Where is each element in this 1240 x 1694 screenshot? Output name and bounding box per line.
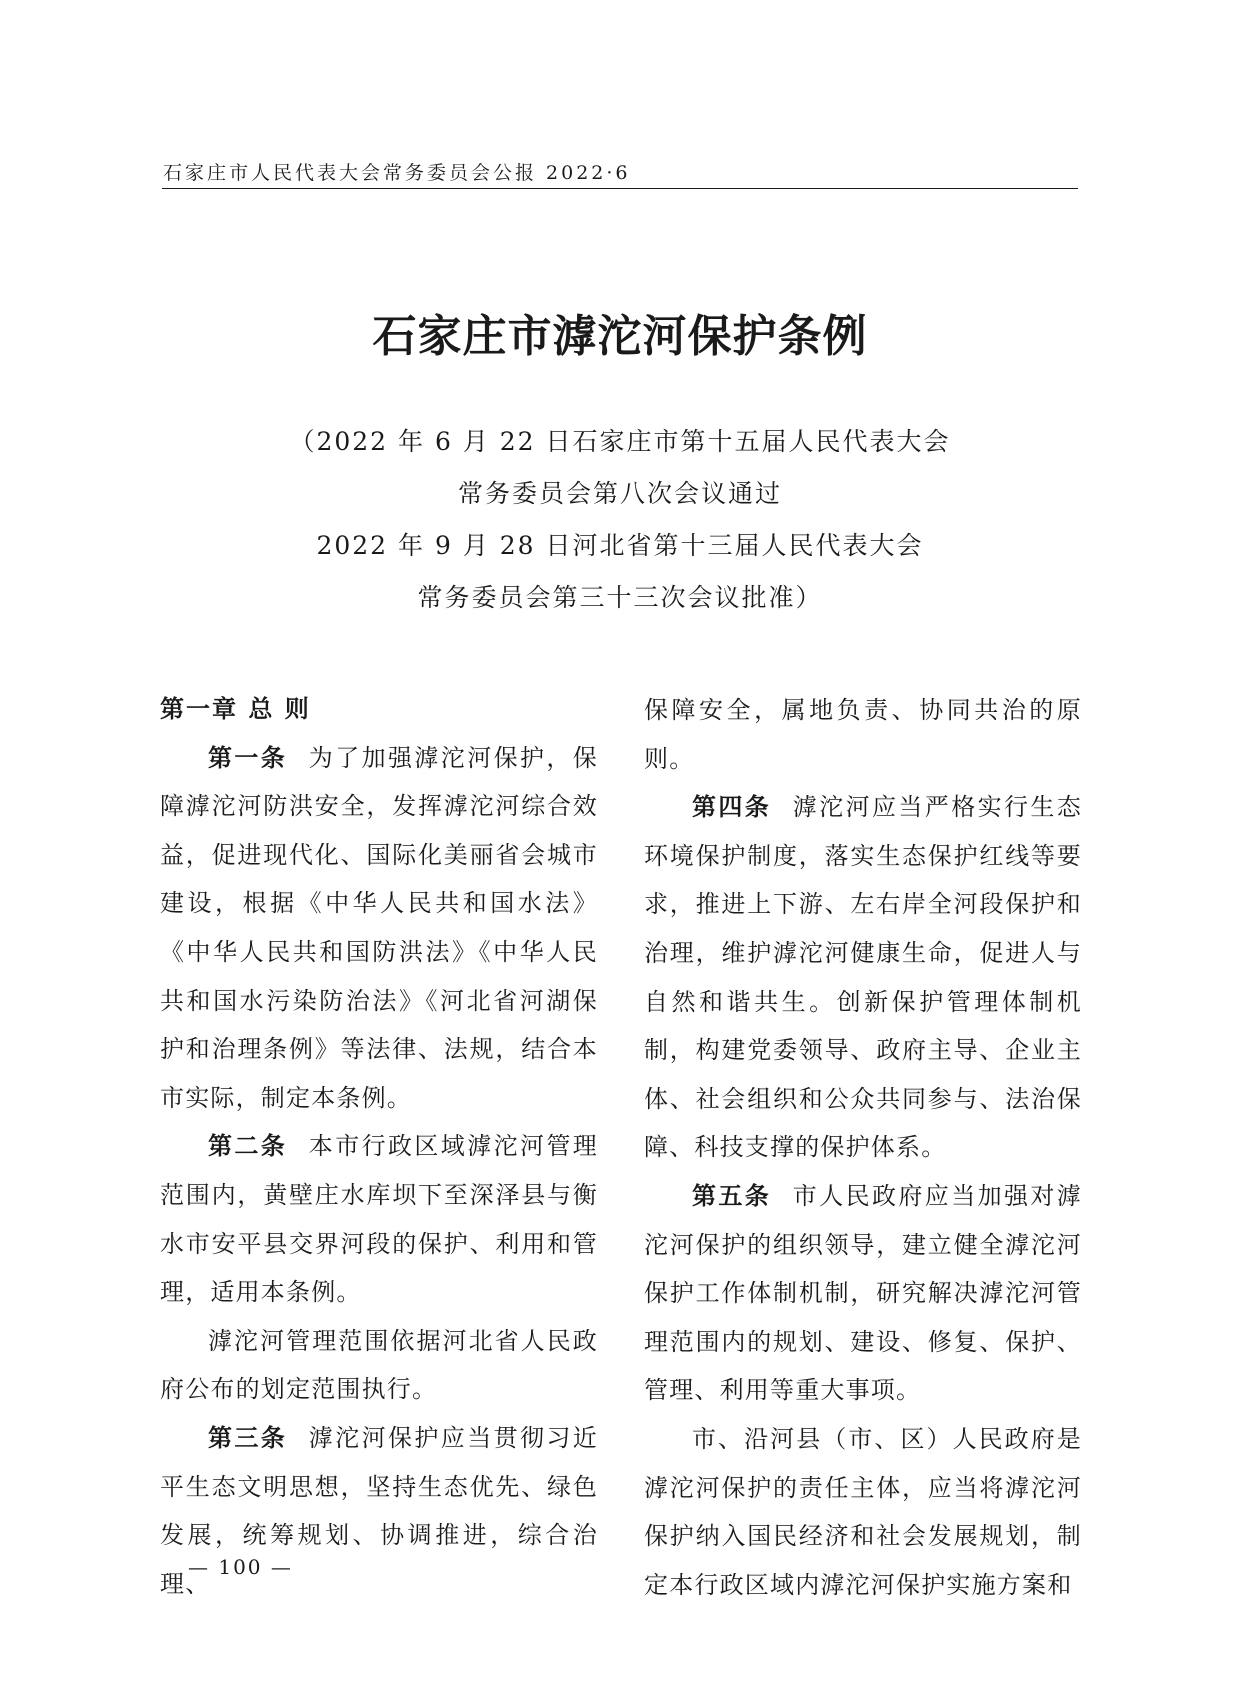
document-title: 石家庄市滹沱河保护条例 [372, 311, 868, 362]
right-column [644, 686, 1082, 1609]
article-text: 滹沱河应当严格实行生态环境保护制度，落实生态保护红线等要求，推进上下游、左右岸全河段保护和治理，维护滹沱河健康生命，促进人与自然和谐共生。创新保护管理体制机制，构建党委领导、政府主导、企业主体、社会组织和公众共同参与、法治保障、科技支撑的保护体系。 [644, 793, 1082, 1162]
article-1 [160, 734, 598, 1123]
article-4 [644, 783, 1082, 1172]
article-label: 第四条 [692, 792, 772, 822]
article-5 [644, 1172, 1082, 1415]
article-2-paragraph: 滹沱河管理范围依据河北省人民政府公布的划定范围执行。 [160, 1326, 598, 1404]
article-3 [160, 1414, 598, 1608]
article-text: 本市行政区域滹沱河管理范围内，黄壁庄水库坝下至深泽县与衡水市安平县交界河段的保护、利用和管理，适用本条例。 [160, 1132, 598, 1307]
left-column [160, 685, 598, 1608]
article-text: 为了加强滹沱河保护，保障滹沱河防洪安全，发挥滹沱河综合效益，促进现代化、国际化美丽省会城市建设，根据《中华人民共和国水法》《中华人民共和国防洪法》《中华人民共和国水污染防治法》《河北省河湖保护和治理条例》等法律、法规，结合本市实际，制定本条例。 [160, 743, 598, 1112]
article-label: 第二条 [208, 1131, 288, 1161]
adoption-line: 常务委员会第三十三次会议批准） [417, 583, 823, 612]
header-divider [162, 188, 1078, 189]
adoption-line: 2022 年 9 月 28 日河北省第十三届人民代表大会 [316, 531, 924, 560]
adoption-line: （2022 年 6 月 22 日石家庄市第十五届人民代表大会 [289, 427, 951, 456]
adoption-note [0, 416, 1240, 624]
article-2 [160, 1122, 598, 1316]
article-label: 第一条 [208, 742, 288, 772]
journal-header: 石家庄市人民代表大会常务委员会公报 2022·6 [163, 162, 631, 184]
chapter-heading: 第一章 总 则 [160, 694, 311, 723]
article-text: 滹沱河保护应当贯彻习近平生态文明思想，坚持生态优先、绿色发展，统筹规划、协调推进，综合治理、 [160, 1423, 598, 1598]
article-label: 第五条 [692, 1180, 772, 1210]
page-number: — 100 — [188, 1555, 293, 1579]
article-3-continuation: 保障安全，属地负责、协同共治的原则。 [644, 696, 1082, 773]
article-5-paragraph: 市、沿河县（市、区）人民政府是滹沱河保护的责任主体，应当将滹沱河保护纳入国民经济和社会发展规划，制定本行政区域内滹沱河保护实施方案和 [644, 1424, 1082, 1599]
article-text: 市人民政府应当加强对滹沱河保护的组织领导，建立健全滹沱河保护工作体制机制，研究解决滹沱河管理范围内的规划、建设、修复、保护、管理、利用等重大事项。 [644, 1181, 1082, 1405]
adoption-line: 常务委员会第八次会议通过 [457, 479, 782, 508]
article-label: 第三条 [208, 1422, 288, 1452]
